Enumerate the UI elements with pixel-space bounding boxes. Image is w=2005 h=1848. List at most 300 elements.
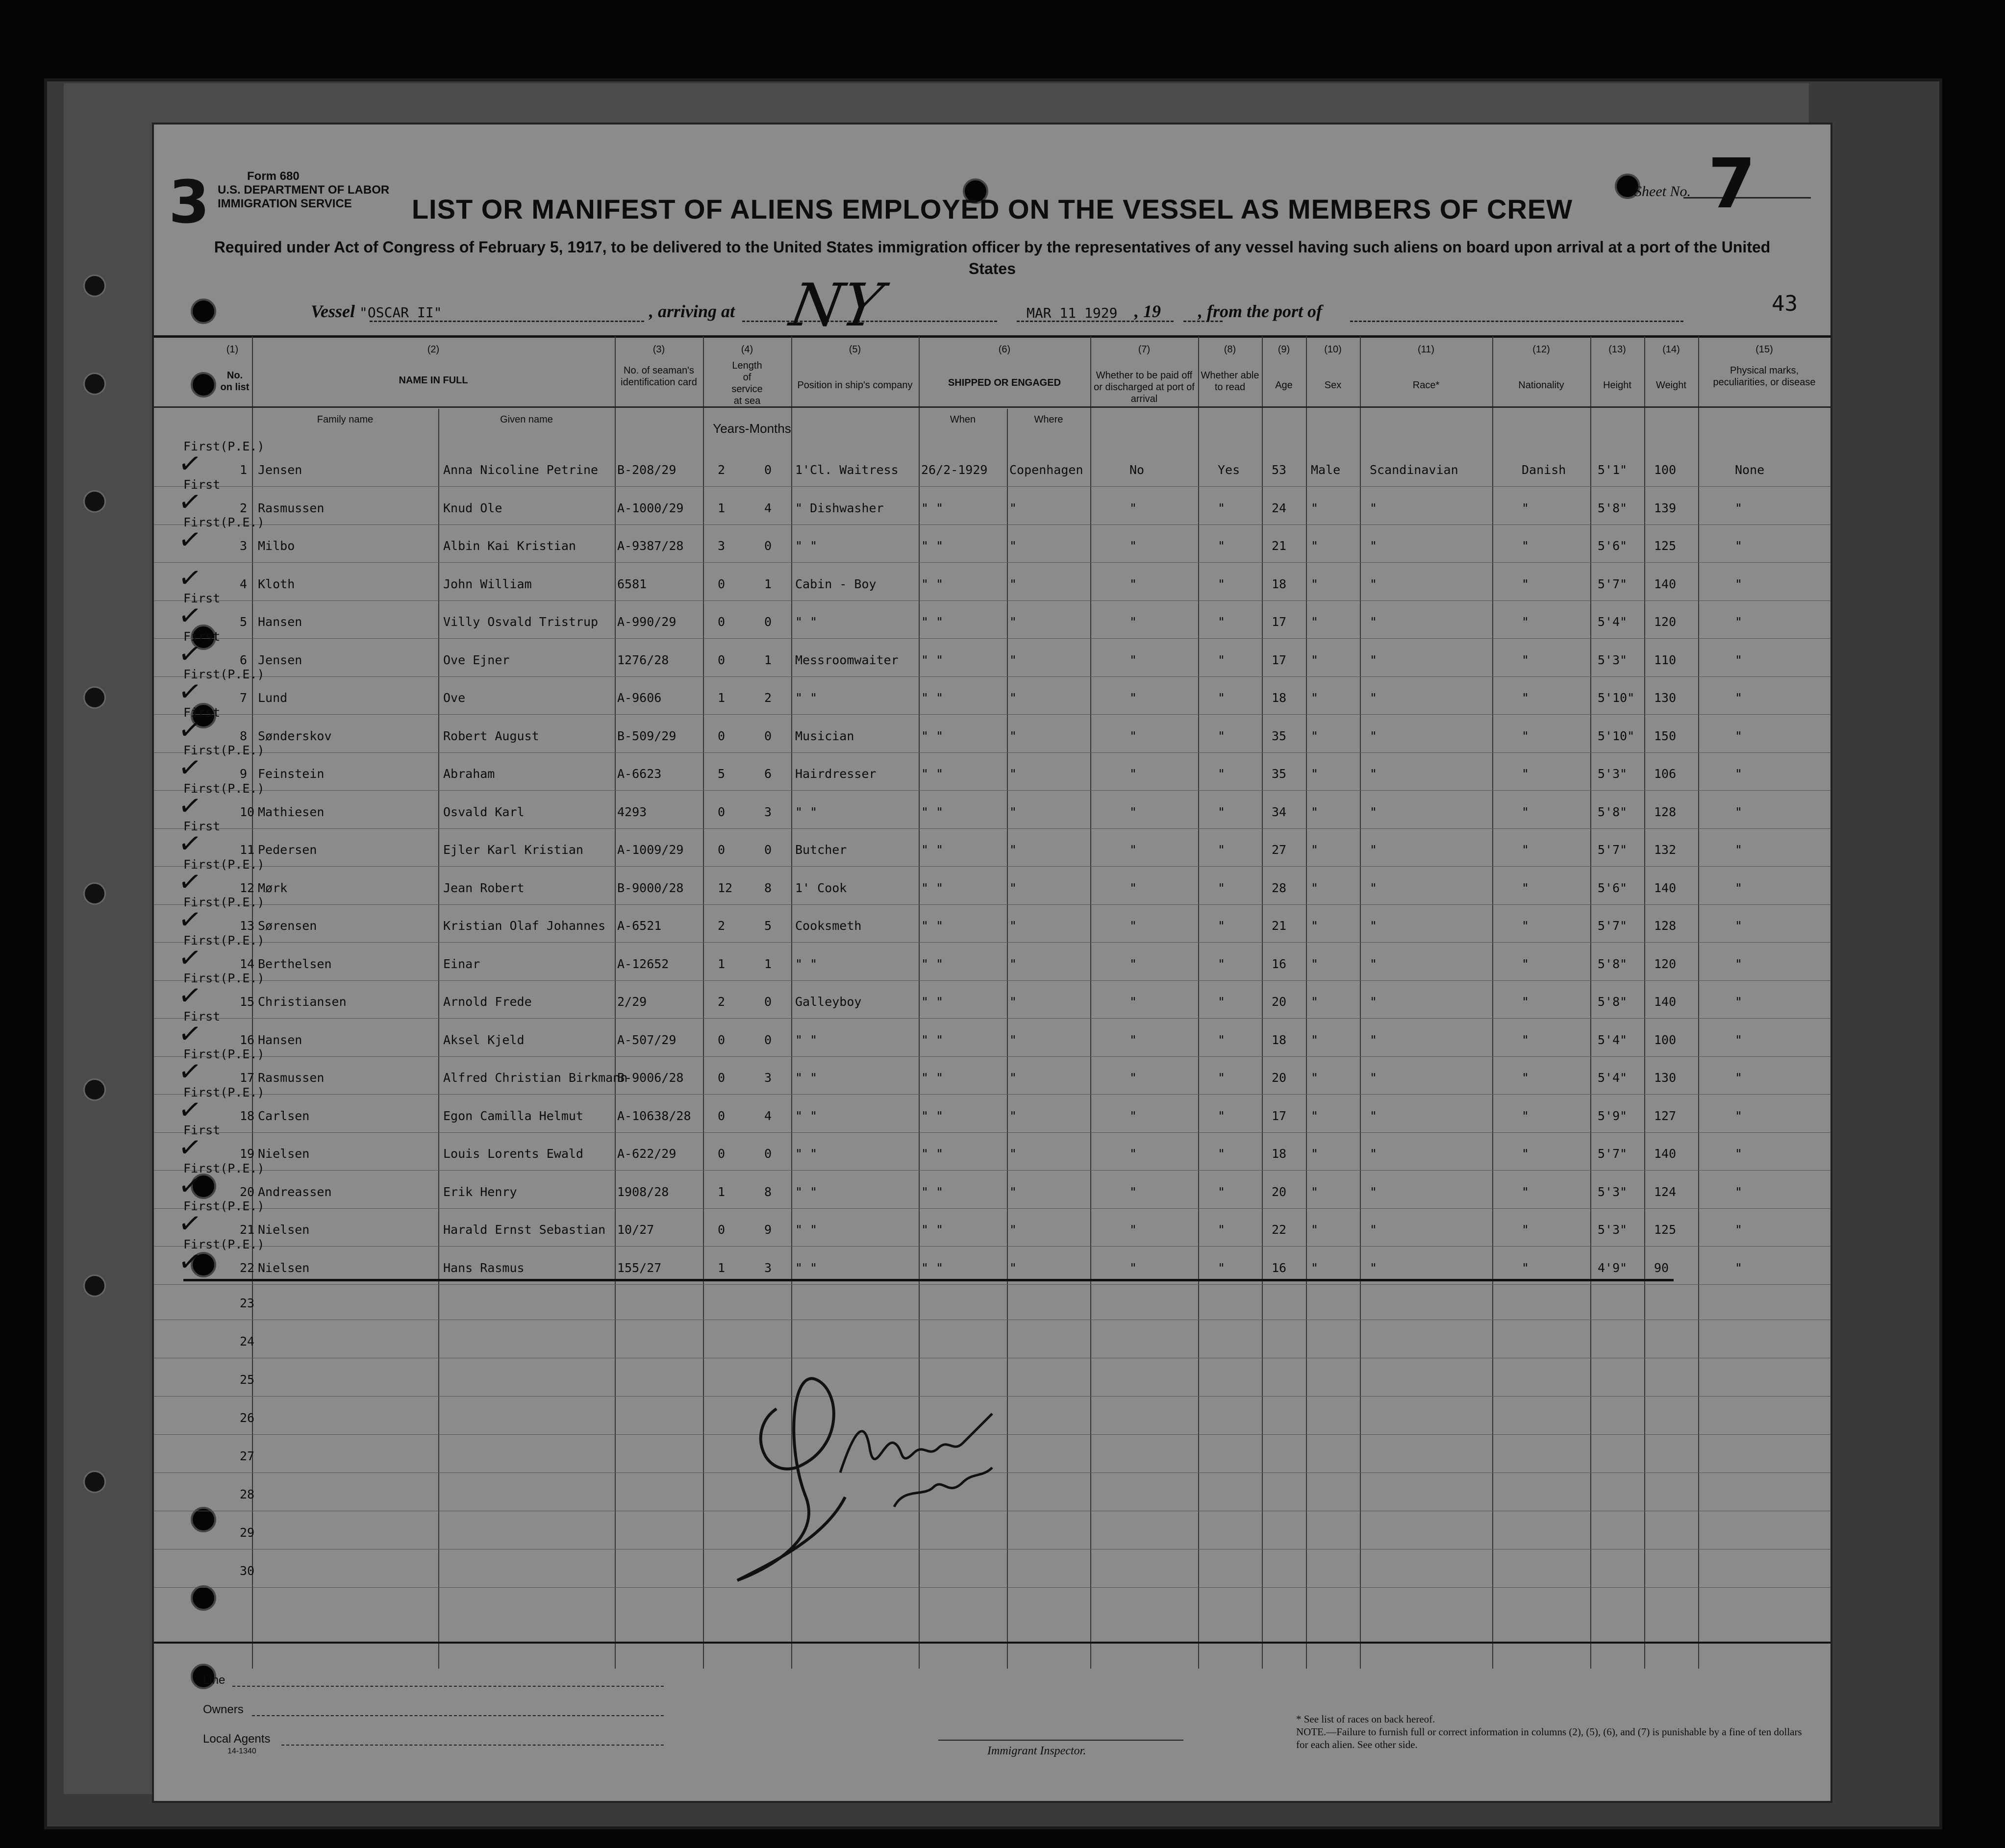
cell-nationality: "	[1522, 956, 1529, 971]
cell-height: 5'7"	[1598, 576, 1628, 591]
cell-nationality: "	[1522, 539, 1529, 553]
passenger-class: First(P.E.)	[183, 1199, 265, 1213]
cell-given: Jean Robert	[443, 880, 525, 895]
cell-family: Milbo	[258, 539, 295, 553]
cell-given: Arnold Frede	[443, 995, 532, 1009]
cell-age: 17	[1272, 652, 1287, 667]
cell-given: Villy Osvald Tristrup	[443, 615, 599, 629]
cell-marks: "	[1735, 956, 1743, 971]
checkmark-icon: ✓	[176, 712, 204, 748]
cell-where: "	[1009, 1184, 1017, 1199]
cell-height: 5'8"	[1598, 956, 1628, 971]
manifest-sheet	[152, 123, 1832, 1803]
punch-hole-icon	[191, 1585, 216, 1611]
col-header-years-months: Years-Months	[713, 421, 791, 436]
col-num-9: (9)	[1278, 344, 1290, 355]
row-number: 3	[240, 539, 248, 553]
table-row	[154, 1085, 1830, 1133]
cell-weight: 130	[1654, 1071, 1677, 1085]
cell-position: " "	[795, 1032, 818, 1047]
cell-read: "	[1218, 995, 1226, 1009]
passenger-class: First(P.E.)	[183, 857, 265, 872]
cell-yrs: 2	[718, 995, 726, 1009]
cell-family: Rasmussen	[258, 1071, 325, 1085]
checkmark-icon: ✓	[176, 560, 204, 596]
cell-height: 5'8"	[1598, 995, 1628, 1009]
cell-family: Pedersen	[258, 843, 317, 857]
cell-mos: 0	[764, 615, 772, 629]
cell-sex: "	[1311, 880, 1319, 895]
cell-height: 5'9"	[1598, 1108, 1628, 1123]
cell-when: " "	[921, 1184, 944, 1199]
col-num-15: (15)	[1755, 344, 1773, 355]
cell-paid: "	[1129, 728, 1137, 743]
cell-age: 21	[1272, 919, 1287, 933]
cell-given: Knud Ole	[443, 500, 502, 515]
row-number: 8	[240, 728, 248, 743]
cell-when: " "	[921, 1071, 944, 1085]
cell-nationality: "	[1522, 500, 1529, 515]
department-name: U.S. DEPARTMENT OF LABOR	[218, 183, 390, 197]
cell-where: "	[1009, 995, 1017, 1009]
cell-family: Mørk	[258, 880, 288, 895]
cell-where: "	[1009, 1260, 1017, 1275]
cell-weight: 106	[1654, 767, 1677, 781]
cell-sex: "	[1311, 500, 1319, 515]
cell-family: Berthelsen	[258, 956, 332, 971]
cell-read: "	[1218, 956, 1226, 971]
cell-mos: 3	[764, 804, 772, 819]
checkmark-icon: ✓	[176, 523, 204, 557]
cell-nationality: "	[1522, 1260, 1529, 1275]
checkmark-icon: ✓	[176, 1168, 204, 1203]
cell-race: "	[1370, 539, 1378, 553]
cell-read: "	[1218, 539, 1226, 553]
row-number: 2	[240, 500, 248, 515]
row-number: 30	[240, 1564, 255, 1578]
cell-where: "	[1009, 539, 1017, 553]
cell-nationality: Danish	[1522, 463, 1566, 477]
col-num-10: (10)	[1324, 344, 1342, 355]
cell-race: "	[1370, 880, 1378, 895]
col-header-name: NAME IN FULL	[399, 375, 468, 386]
cell-height: 5'3"	[1598, 1184, 1628, 1199]
vessel-label: Vessel	[311, 301, 355, 321]
passenger-class: First(P.E.)	[183, 1047, 265, 1061]
col-num-7: (7)	[1138, 344, 1151, 355]
passenger-class: First(P.E.)	[183, 743, 265, 757]
cell-age: 53	[1272, 463, 1287, 477]
row-number: 25	[240, 1373, 255, 1387]
cell-when: " "	[921, 843, 944, 857]
owners-rule	[252, 1715, 664, 1716]
cell-age: 18	[1272, 1147, 1287, 1161]
cell-when: " "	[921, 1260, 944, 1275]
checkmark-icon: ✓	[176, 1130, 204, 1165]
row-number: 23	[240, 1296, 255, 1310]
col-header-race: Race*	[1412, 380, 1440, 391]
table-top-rule	[154, 335, 1830, 338]
cell-weight: 120	[1654, 615, 1677, 629]
cell-sex: "	[1311, 1147, 1319, 1161]
row-number: 14	[240, 956, 255, 971]
cell-yrs: 0	[718, 843, 726, 857]
punch-hole-icon	[191, 372, 216, 398]
checkmark-icon: ✓	[176, 826, 204, 861]
cell-read: "	[1218, 1071, 1226, 1085]
vessel-line	[311, 301, 442, 322]
cell-given: Ove Ejner	[443, 652, 510, 667]
cell-height: 5'4"	[1598, 1032, 1628, 1047]
cell-sex: "	[1311, 767, 1319, 781]
binder-hole-icon	[83, 275, 106, 297]
cell-where: "	[1009, 767, 1017, 781]
checkmark-icon: ✓	[176, 599, 204, 633]
page-subtitle: Required under Act of Congress of February 5, 1917, to be delivered to the United States immigration officer by the representatives of any vessel having such aliens on board upon arrival at a port of the United States	[214, 238, 1771, 277]
cell-mos: 9	[764, 1223, 772, 1237]
cell-yrs: 3	[718, 539, 726, 553]
cell-mos: 0	[764, 995, 772, 1009]
cell-family: Mathiesen	[258, 804, 325, 819]
empty-table-row	[154, 1281, 1830, 1320]
cell-nationality: "	[1522, 1147, 1529, 1161]
cell-height: 5'3"	[1598, 767, 1628, 781]
vessel-name: "OSCAR II"	[359, 304, 442, 321]
cell-paid: "	[1129, 576, 1137, 591]
cell-marks: "	[1735, 1147, 1743, 1161]
from-port-rule	[1350, 321, 1683, 322]
inspector-signature	[718, 1350, 1061, 1595]
cell-yrs: 5	[718, 767, 726, 781]
cell-yrs: 0	[718, 615, 726, 629]
inspector-label: Immigrant Inspector.	[987, 1745, 1086, 1757]
cell-read: "	[1218, 1108, 1226, 1123]
cell-card: B-9006/28	[617, 1071, 684, 1085]
cell-age: 18	[1272, 576, 1287, 591]
cell-given: John William	[443, 576, 532, 591]
cell-where: "	[1009, 919, 1017, 933]
cell-paid: "	[1129, 1184, 1137, 1199]
cell-race: "	[1370, 919, 1378, 933]
cell-where: "	[1009, 1223, 1017, 1237]
cell-mos: 0	[764, 843, 772, 857]
cell-weight: 150	[1654, 728, 1677, 743]
passenger-class: First(P.E.)	[183, 439, 265, 453]
table-row	[154, 705, 1830, 753]
cell-age: 16	[1272, 1260, 1287, 1275]
cell-card: A-12652	[617, 956, 669, 971]
passenger-class: First(P.E.)	[183, 1085, 265, 1099]
cell-nationality: "	[1522, 804, 1529, 819]
cell-when: " "	[921, 880, 944, 895]
table-row	[154, 933, 1830, 981]
cell-race: "	[1370, 1147, 1378, 1161]
cell-weight: 125	[1654, 1223, 1677, 1237]
penalty-note: NOTE.—Failure to furnish full or correct information in columns (2), (5), (6), and (7) is punishable by a fine of ten dollars for each alien. See other side.	[1296, 1726, 1802, 1750]
cell-sex: "	[1311, 1071, 1319, 1085]
row-number: 9	[240, 767, 248, 781]
cell-card: A-9387/28	[617, 539, 684, 553]
cell-paid: "	[1129, 539, 1137, 553]
cell-nationality: "	[1522, 1223, 1529, 1237]
cell-sex: "	[1311, 728, 1319, 743]
col-num-3: (3)	[652, 344, 665, 355]
col-header-paid-off: Whether to be paid off or discharged at port of arrival	[1094, 370, 1195, 404]
cell-race: "	[1370, 652, 1378, 667]
cell-mos: 8	[764, 1184, 772, 1199]
arriving-label: , arriving at	[649, 301, 735, 321]
col-header-no: No. on list	[220, 370, 250, 393]
cell-weight: 128	[1654, 919, 1677, 933]
table-row	[154, 819, 1830, 867]
cell-race: "	[1370, 1223, 1378, 1237]
cell-where: "	[1009, 1108, 1017, 1123]
cell-card: A-990/29	[617, 615, 677, 629]
cell-paid: "	[1129, 804, 1137, 819]
cell-height: 5'7"	[1598, 1147, 1628, 1161]
cell-yrs: 0	[718, 576, 726, 591]
cell-card: 2/29	[617, 995, 647, 1009]
cell-read: "	[1218, 919, 1226, 933]
local-agents-form: 14-1340	[227, 1747, 256, 1755]
table-row	[154, 629, 1830, 677]
cell-race: "	[1370, 1108, 1378, 1123]
cell-sex: "	[1311, 652, 1319, 667]
binder-hole-icon	[83, 1274, 106, 1297]
col-header-family: Family name	[317, 414, 374, 425]
line-label: Line	[203, 1673, 226, 1687]
cell-where: "	[1009, 728, 1017, 743]
col-num-12: (12)	[1532, 344, 1550, 355]
cell-age: 28	[1272, 880, 1287, 895]
cell-when: " "	[921, 539, 944, 553]
cell-mos: 0	[764, 1147, 772, 1161]
cell-nationality: "	[1522, 691, 1529, 705]
cell-where: "	[1009, 956, 1017, 971]
cell-when: " "	[921, 500, 944, 515]
cell-weight: 100	[1654, 1032, 1677, 1047]
col-header-shipped: SHIPPED OR ENGAGED	[948, 377, 1061, 388]
col-header-card: No. of seaman's identification card	[621, 365, 697, 388]
table-row	[154, 1199, 1830, 1247]
cell-read: "	[1218, 1032, 1226, 1047]
cell-mos: 4	[764, 500, 772, 515]
cell-sex: "	[1311, 1223, 1319, 1237]
cell-nationality: "	[1522, 1184, 1529, 1199]
col-header-nationality: Nationality	[1518, 380, 1564, 391]
checkmark-icon: ✓	[176, 1092, 204, 1127]
cell-family: Nielsen	[258, 1223, 310, 1237]
table-row	[154, 477, 1830, 525]
cell-weight: 124	[1654, 1184, 1677, 1199]
cell-sex: "	[1311, 1184, 1319, 1199]
cell-card: A-622/29	[617, 1147, 677, 1161]
col-header-sex: Sex	[1324, 380, 1342, 391]
col-num-6: (6)	[998, 344, 1011, 355]
cell-sex: "	[1311, 539, 1319, 553]
cell-given: Harald Ernst Sebastian	[443, 1223, 606, 1237]
cell-where: "	[1009, 880, 1017, 895]
cell-when: 26/2-1929	[921, 463, 988, 477]
cell-paid: "	[1129, 691, 1137, 705]
cell-where: "	[1009, 843, 1017, 857]
cell-height: 5'7"	[1598, 919, 1628, 933]
cell-mos: 0	[764, 539, 772, 553]
cell-given: Albin Kai Kristian	[443, 539, 576, 553]
cell-race: "	[1370, 691, 1378, 705]
cell-where: "	[1009, 1071, 1017, 1085]
cell-race: "	[1370, 728, 1378, 743]
cell-read: "	[1218, 728, 1226, 743]
row-number: 11	[240, 843, 255, 857]
cell-paid: "	[1129, 1071, 1137, 1085]
cell-read: "	[1218, 652, 1226, 667]
table-row	[154, 895, 1830, 943]
cell-marks: "	[1735, 1071, 1743, 1085]
cell-paid: "	[1129, 880, 1137, 895]
passenger-class: First(P.E.)	[183, 895, 265, 909]
cell-card: A-10638/28	[617, 1108, 691, 1123]
arriving-port-handwritten: NY	[785, 272, 888, 340]
checkmark-icon: ✓	[176, 1206, 204, 1241]
row-number: 21	[240, 1223, 255, 1237]
cell-weight: 132	[1654, 843, 1677, 857]
checkmark-icon: ✓	[176, 902, 204, 937]
year-label: , 19	[1134, 301, 1161, 321]
cell-sex: "	[1311, 843, 1319, 857]
line-rule	[232, 1686, 664, 1687]
cell-given: Louis Lorents Ewald	[443, 1147, 583, 1161]
cell-card: A-1009/29	[617, 843, 684, 857]
row-number: 19	[240, 1147, 255, 1161]
punch-hole-icon	[191, 299, 216, 324]
col-num-14: (14)	[1662, 344, 1680, 355]
cell-race: "	[1370, 1071, 1378, 1085]
cell-race: "	[1370, 804, 1378, 819]
cell-paid: No	[1129, 463, 1145, 477]
cell-marks: "	[1735, 691, 1743, 705]
cell-yrs: 0	[718, 1147, 726, 1161]
cell-given: Egon Camilla Helmut	[443, 1108, 583, 1123]
cell-nationality: "	[1522, 576, 1529, 591]
row-number: 15	[240, 995, 255, 1009]
cell-card: B-208/29	[617, 463, 677, 477]
cell-mos: 0	[764, 1032, 772, 1047]
cell-card: 1908/28	[617, 1184, 669, 1199]
cell-race: "	[1370, 843, 1378, 857]
cell-marks: "	[1735, 995, 1743, 1009]
cell-when: " "	[921, 615, 944, 629]
cell-family: Kloth	[258, 576, 295, 591]
cell-age: 22	[1272, 1223, 1287, 1237]
cell-read: "	[1218, 804, 1226, 819]
cell-position: " "	[795, 956, 818, 971]
cell-yrs: 1	[718, 956, 726, 971]
cell-age: 35	[1272, 728, 1287, 743]
cell-marks: "	[1735, 500, 1743, 515]
cell-yrs: 0	[718, 728, 726, 743]
cell-yrs: 0	[718, 1032, 726, 1047]
col-header-weight: Weight	[1656, 380, 1686, 391]
cell-position: Butcher	[795, 843, 847, 857]
cell-where: "	[1009, 1147, 1017, 1161]
passenger-class: First	[183, 1123, 221, 1137]
cell-marks: "	[1735, 804, 1743, 819]
cell-paid: "	[1129, 1260, 1137, 1275]
passenger-class: First(P.E.)	[183, 1237, 265, 1251]
table-row	[154, 743, 1830, 791]
cell-height: 5'6"	[1598, 539, 1628, 553]
cell-paid: "	[1129, 1032, 1137, 1047]
table-row	[154, 439, 1830, 487]
cell-height: 5'3"	[1598, 1223, 1628, 1237]
cell-family: Hansen	[258, 615, 302, 629]
cell-card: 10/27	[617, 1223, 654, 1237]
form-number: Form 680	[247, 170, 300, 183]
local-agents-label: Local Agents	[203, 1732, 271, 1746]
cell-mos: 3	[764, 1260, 772, 1275]
cell-weight: 140	[1654, 1147, 1677, 1161]
cell-nationality: "	[1522, 615, 1529, 629]
cell-position: " "	[795, 1184, 818, 1199]
cell-given: Robert August	[443, 728, 539, 743]
cell-read: "	[1218, 1184, 1226, 1199]
owners-label: Owners	[203, 1703, 244, 1716]
cell-weight: 140	[1654, 880, 1677, 895]
cell-when: " "	[921, 919, 944, 933]
from-port-label: , from the port of	[1198, 301, 1323, 321]
cell-when: " "	[921, 728, 944, 743]
col-num-11: (11)	[1417, 344, 1435, 355]
col-header-when: When	[950, 414, 976, 425]
vessel-rule	[370, 321, 644, 322]
footer-rule	[154, 1642, 1830, 1644]
cell-position: " "	[795, 1108, 818, 1123]
cell-marks: "	[1735, 1223, 1743, 1237]
passenger-class: First(P.E.)	[183, 933, 265, 948]
cell-when: " "	[921, 995, 944, 1009]
table-row	[154, 562, 1830, 601]
cell-read: Yes	[1218, 463, 1240, 477]
cell-paid: "	[1129, 500, 1137, 515]
cell-yrs: 1	[718, 500, 726, 515]
cell-mos: 5	[764, 919, 772, 933]
form-code: 3	[169, 169, 210, 237]
cell-card: 4293	[617, 804, 647, 819]
cell-when: " "	[921, 1223, 944, 1237]
cell-when: " "	[921, 804, 944, 819]
passenger-class: First	[183, 477, 221, 492]
cell-given: Hans Rasmus	[443, 1260, 525, 1275]
cell-position: " "	[795, 1223, 818, 1237]
cell-age: 20	[1272, 1184, 1287, 1199]
cell-card: 155/27	[617, 1260, 662, 1275]
cell-where: "	[1009, 576, 1017, 591]
cell-family: Andreassen	[258, 1184, 332, 1199]
cell-age: 20	[1272, 995, 1287, 1009]
binder-hole-icon	[83, 686, 106, 709]
cell-read: "	[1218, 843, 1226, 857]
row-number: 7	[240, 691, 248, 705]
col-header-marks: Physical marks, peculiarities, or disease	[1713, 365, 1816, 388]
cell-weight: 110	[1654, 652, 1677, 667]
inspector-rule	[938, 1740, 1183, 1741]
cell-race: "	[1370, 767, 1378, 781]
cell-yrs: 1	[718, 1260, 726, 1275]
row-number: 5	[240, 615, 248, 629]
col-header-given: Given name	[500, 414, 553, 425]
cell-where: "	[1009, 615, 1017, 629]
